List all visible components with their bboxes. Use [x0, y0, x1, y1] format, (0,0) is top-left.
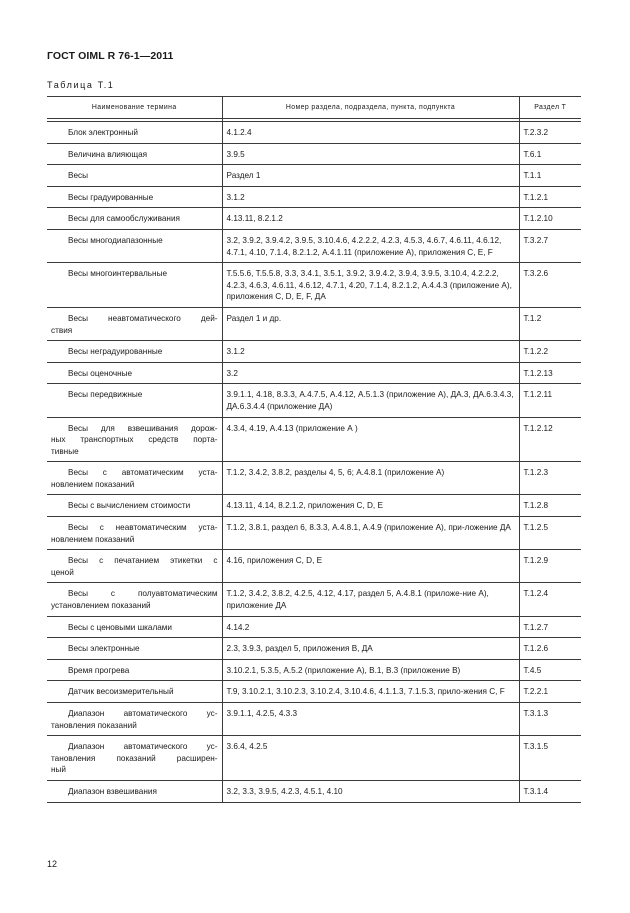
term-cell — [47, 736, 222, 781]
term-cell — [47, 186, 222, 208]
table-row — [47, 208, 581, 230]
table-row — [47, 143, 581, 165]
term-cell — [47, 583, 222, 616]
t-section-cell: Т.2.2.1 — [519, 681, 581, 703]
terms-table — [47, 96, 581, 803]
t-section-cell: Т.3.2.6 — [519, 263, 581, 308]
table-row — [47, 165, 581, 187]
t-section-cell: Т.1.2.3 — [519, 462, 581, 495]
term-line: ценой — [51, 567, 74, 577]
table-row — [47, 362, 581, 384]
term-cell — [47, 550, 222, 583]
t-section-cell: Т.2.3.2 — [519, 122, 581, 144]
sections-cell: 3.2, 3.3, 3.9.5, 4.2.3, 4.5.1, 4.10 — [222, 780, 519, 802]
table-row — [47, 550, 581, 583]
table-row — [47, 736, 581, 781]
term-line: Диапазон автоматического ус- — [68, 709, 218, 718]
t-section-cell: Т.3.2.7 — [519, 229, 581, 262]
term-line: Весы градуированные — [68, 192, 154, 202]
sections-cell: Т.1.2, 3.8.1, раздел 6, 8.3.3, А.4.8.1, А.4.9 (приложение А), при-ложение ДА — [222, 517, 519, 550]
sections-cell: 4.13.11, 8.2.1.2 — [222, 208, 519, 230]
table-row — [47, 495, 581, 517]
t-section-cell: Т.1.2.9 — [519, 550, 581, 583]
document-header: ГОСТ OIML R 76-1—2011 — [47, 50, 174, 62]
table-row — [47, 638, 581, 660]
term-line: Величина влияющая — [68, 149, 148, 159]
table-row — [47, 780, 581, 802]
term-cell — [47, 681, 222, 703]
table-row — [47, 583, 581, 616]
t-section-cell: Т.1.2.13 — [519, 362, 581, 384]
table-row — [47, 659, 581, 681]
t-section-cell: Т.4.5 — [519, 659, 581, 681]
term-line: Весы с автоматическим уста- — [68, 468, 218, 478]
sections-cell: Т.5.5.6, Т.5.5.8, 3.3, 3.4.1, 3.5.1, 3.9.2, 3.9.4.2, 3.9.4, 3.9.5, 3.10.4, 4.2.2.2, 4.2.3, 4.6.3, 4.6.11, 4.6.12, 4.7.1, 4.20, 7.1.4, 8.2.1.2, А.4.4.3 (приложение А), приложения С, D, Е, F, ДА — [222, 263, 519, 308]
table-row — [47, 122, 581, 144]
term-cell — [47, 703, 222, 736]
sections-cell: Т.1.2, 3.4.2, 3.8.2, 4.2.5, 4.12, 4.17, раздел 5, А.4.8.1 (приложе-ние А), приложение ДА — [222, 583, 519, 616]
column-header-sections: Номер раздела, подраздела, пункта, подпункта — [222, 97, 519, 119]
term-line: Весы оценочные — [68, 368, 133, 378]
term-line: Время прогрева — [68, 665, 130, 675]
term-line: Весы с неавтоматическим уста- — [68, 523, 218, 533]
t-section-cell: Т.3.1.5 — [519, 736, 581, 781]
term-line: Весы с ценовыми шкалами — [68, 622, 172, 632]
term-line: Весы с печатанием этикетки с — [68, 556, 218, 566]
t-section-cell: Т.1.2.11 — [519, 384, 581, 417]
term-cell — [47, 462, 222, 495]
term-cell — [47, 417, 222, 462]
sections-cell: 4.1.2.4 — [222, 122, 519, 144]
term-line: Весы неавтоматического дей- — [68, 313, 218, 323]
sections-cell: 3.1.2 — [222, 186, 519, 208]
sections-cell: 4.14.2 — [222, 616, 519, 638]
term-cell — [47, 638, 222, 660]
term-line: Весы с полуавтоматическим — [68, 589, 218, 599]
table-row — [47, 307, 581, 340]
sections-cell: 3.2 — [222, 362, 519, 384]
sections-cell: 4.16, приложения С, D, Е — [222, 550, 519, 583]
term-line: тановления показаний расширен- — [51, 753, 218, 763]
term-cell — [47, 517, 222, 550]
term-line: Весы для взвешивания дорож- — [68, 423, 218, 433]
term-cell — [47, 143, 222, 165]
table-row — [47, 229, 581, 262]
table-body — [47, 119, 581, 803]
page-number: 12 — [47, 859, 58, 869]
table-row — [47, 517, 581, 550]
sections-cell: Т.9, 3.10.2.1, 3.10.2.3, 3.10.2.4, 3.10.4.6, 4.1.1.3, 7.1.5.3, прило-жения С, F — [222, 681, 519, 703]
term-line: Весы многодиапазонные — [68, 235, 163, 245]
table-row — [47, 263, 581, 308]
sections-cell: 3.1.2 — [222, 341, 519, 363]
term-line: тивные — [51, 446, 79, 456]
t-section-cell: Т.1.1 — [519, 165, 581, 187]
term-cell — [47, 307, 222, 340]
sections-cell: 4.13.11, 4.14, 8.2.1.2, приложения С, D, Е — [222, 495, 519, 517]
t-section-cell: Т.6.1 — [519, 143, 581, 165]
table-row — [47, 462, 581, 495]
sections-cell: 4.3.4, 4.19, А.4.13 (приложение А ) — [222, 417, 519, 462]
t-section-cell: Т.1.2.10 — [519, 208, 581, 230]
sections-cell: 3.9.1.1, 4.18, 8.3.3, А.4.7.5, А.4.12, А.5.1.3 (приложение А), ДА.3, ДА.6.3.4.3, ДА.6.3.4.4 (приложение ДА) — [222, 384, 519, 417]
term-line: Весы для самообслуживания — [68, 214, 180, 224]
term-cell — [47, 165, 222, 187]
table-row — [47, 384, 581, 417]
t-section-cell: Т.1.2.7 — [519, 616, 581, 638]
term-line: Весы — [68, 171, 88, 181]
table-row — [47, 341, 581, 363]
t-section-cell: Т.1.2.12 — [519, 417, 581, 462]
term-line: Весы многоинтервальные — [68, 269, 168, 279]
term-line: Диапазон автоматического ус- — [68, 742, 218, 752]
term-line: новлением показаний — [51, 479, 135, 489]
term-line: Весы с вычислением стоимости — [68, 501, 191, 511]
sections-cell: 3.9.1.1, 4.2.5, 4.3.3 — [222, 703, 519, 736]
term-line: Весы передвижные — [68, 390, 143, 400]
t-section-cell: Т.1.2 — [519, 307, 581, 340]
table-row — [47, 616, 581, 638]
table-row — [47, 681, 581, 703]
column-header-term: Наименование термина — [47, 97, 222, 119]
term-line: установлением показаний — [51, 601, 151, 611]
term-line: Весы неградуированные — [68, 347, 163, 357]
table-header-row — [47, 97, 581, 119]
table-row — [47, 186, 581, 208]
term-line: ный — [51, 765, 66, 775]
t-section-cell: Т.1.2.4 — [519, 583, 581, 616]
term-cell — [47, 362, 222, 384]
t-section-cell: Т.1.2.8 — [519, 495, 581, 517]
term-cell — [47, 495, 222, 517]
term-cell — [47, 616, 222, 638]
sections-cell: 2.3, 3.9.3, раздел 5, приложения В, ДА — [222, 638, 519, 660]
term-line: Датчик весоизмерительный — [68, 687, 174, 697]
term-line: тановления показаний — [51, 720, 137, 730]
term-line: Весы электронные — [68, 644, 140, 654]
column-header-t-section: Раздел Т — [519, 97, 581, 119]
term-cell — [47, 341, 222, 363]
term-line: новлением показаний — [51, 534, 135, 544]
sections-cell: 3.9.5 — [222, 143, 519, 165]
sections-cell: 3.6.4, 4.2.5 — [222, 736, 519, 781]
t-section-cell: Т.1.2.1 — [519, 186, 581, 208]
sections-cell: Раздел 1 и др. — [222, 307, 519, 340]
term-line: ствия — [51, 325, 73, 335]
sections-cell: Т.1.2, 3.4.2, 3.8.2, разделы 4, 5, 6; А.4.8.1 (приложение А) — [222, 462, 519, 495]
t-section-cell: Т.3.1.4 — [519, 780, 581, 802]
term-cell — [47, 229, 222, 262]
term-line: Блок электронный — [68, 128, 138, 137]
table-caption: Таблица Т.1 — [47, 80, 115, 90]
term-line: ных транспортных средств порта- — [51, 435, 218, 445]
t-section-cell: Т.3.1.3 — [519, 703, 581, 736]
sections-cell: 3.10.2.1, 5.3.5, А.5.2 (приложение А), В.1, В.3 (приложение В) — [222, 659, 519, 681]
term-cell — [47, 659, 222, 681]
term-cell — [47, 384, 222, 417]
term-cell — [47, 208, 222, 230]
sections-cell: Раздел 1 — [222, 165, 519, 187]
term-cell — [47, 263, 222, 308]
t-section-cell: Т.1.2.5 — [519, 517, 581, 550]
table-row — [47, 703, 581, 736]
table-row — [47, 417, 581, 462]
term-cell — [47, 122, 222, 144]
t-section-cell: Т.1.2.2 — [519, 341, 581, 363]
sections-cell: 3.2, 3.9.2, 3.9.4.2, 3.9.5, 3.10.4.6, 4.2.2.2, 4.2.3, 4.5.3, 4.6.7, 4.6.11, 4.6.12, 4.7.1, 4.10, 7.1.4, 8.2.1.2, А.4.1.11 (приложение А), приложения С, Е, F — [222, 229, 519, 262]
term-line: Диапазон взвешивания — [68, 786, 157, 796]
t-section-cell: Т.1.2.6 — [519, 638, 581, 660]
term-cell — [47, 780, 222, 802]
